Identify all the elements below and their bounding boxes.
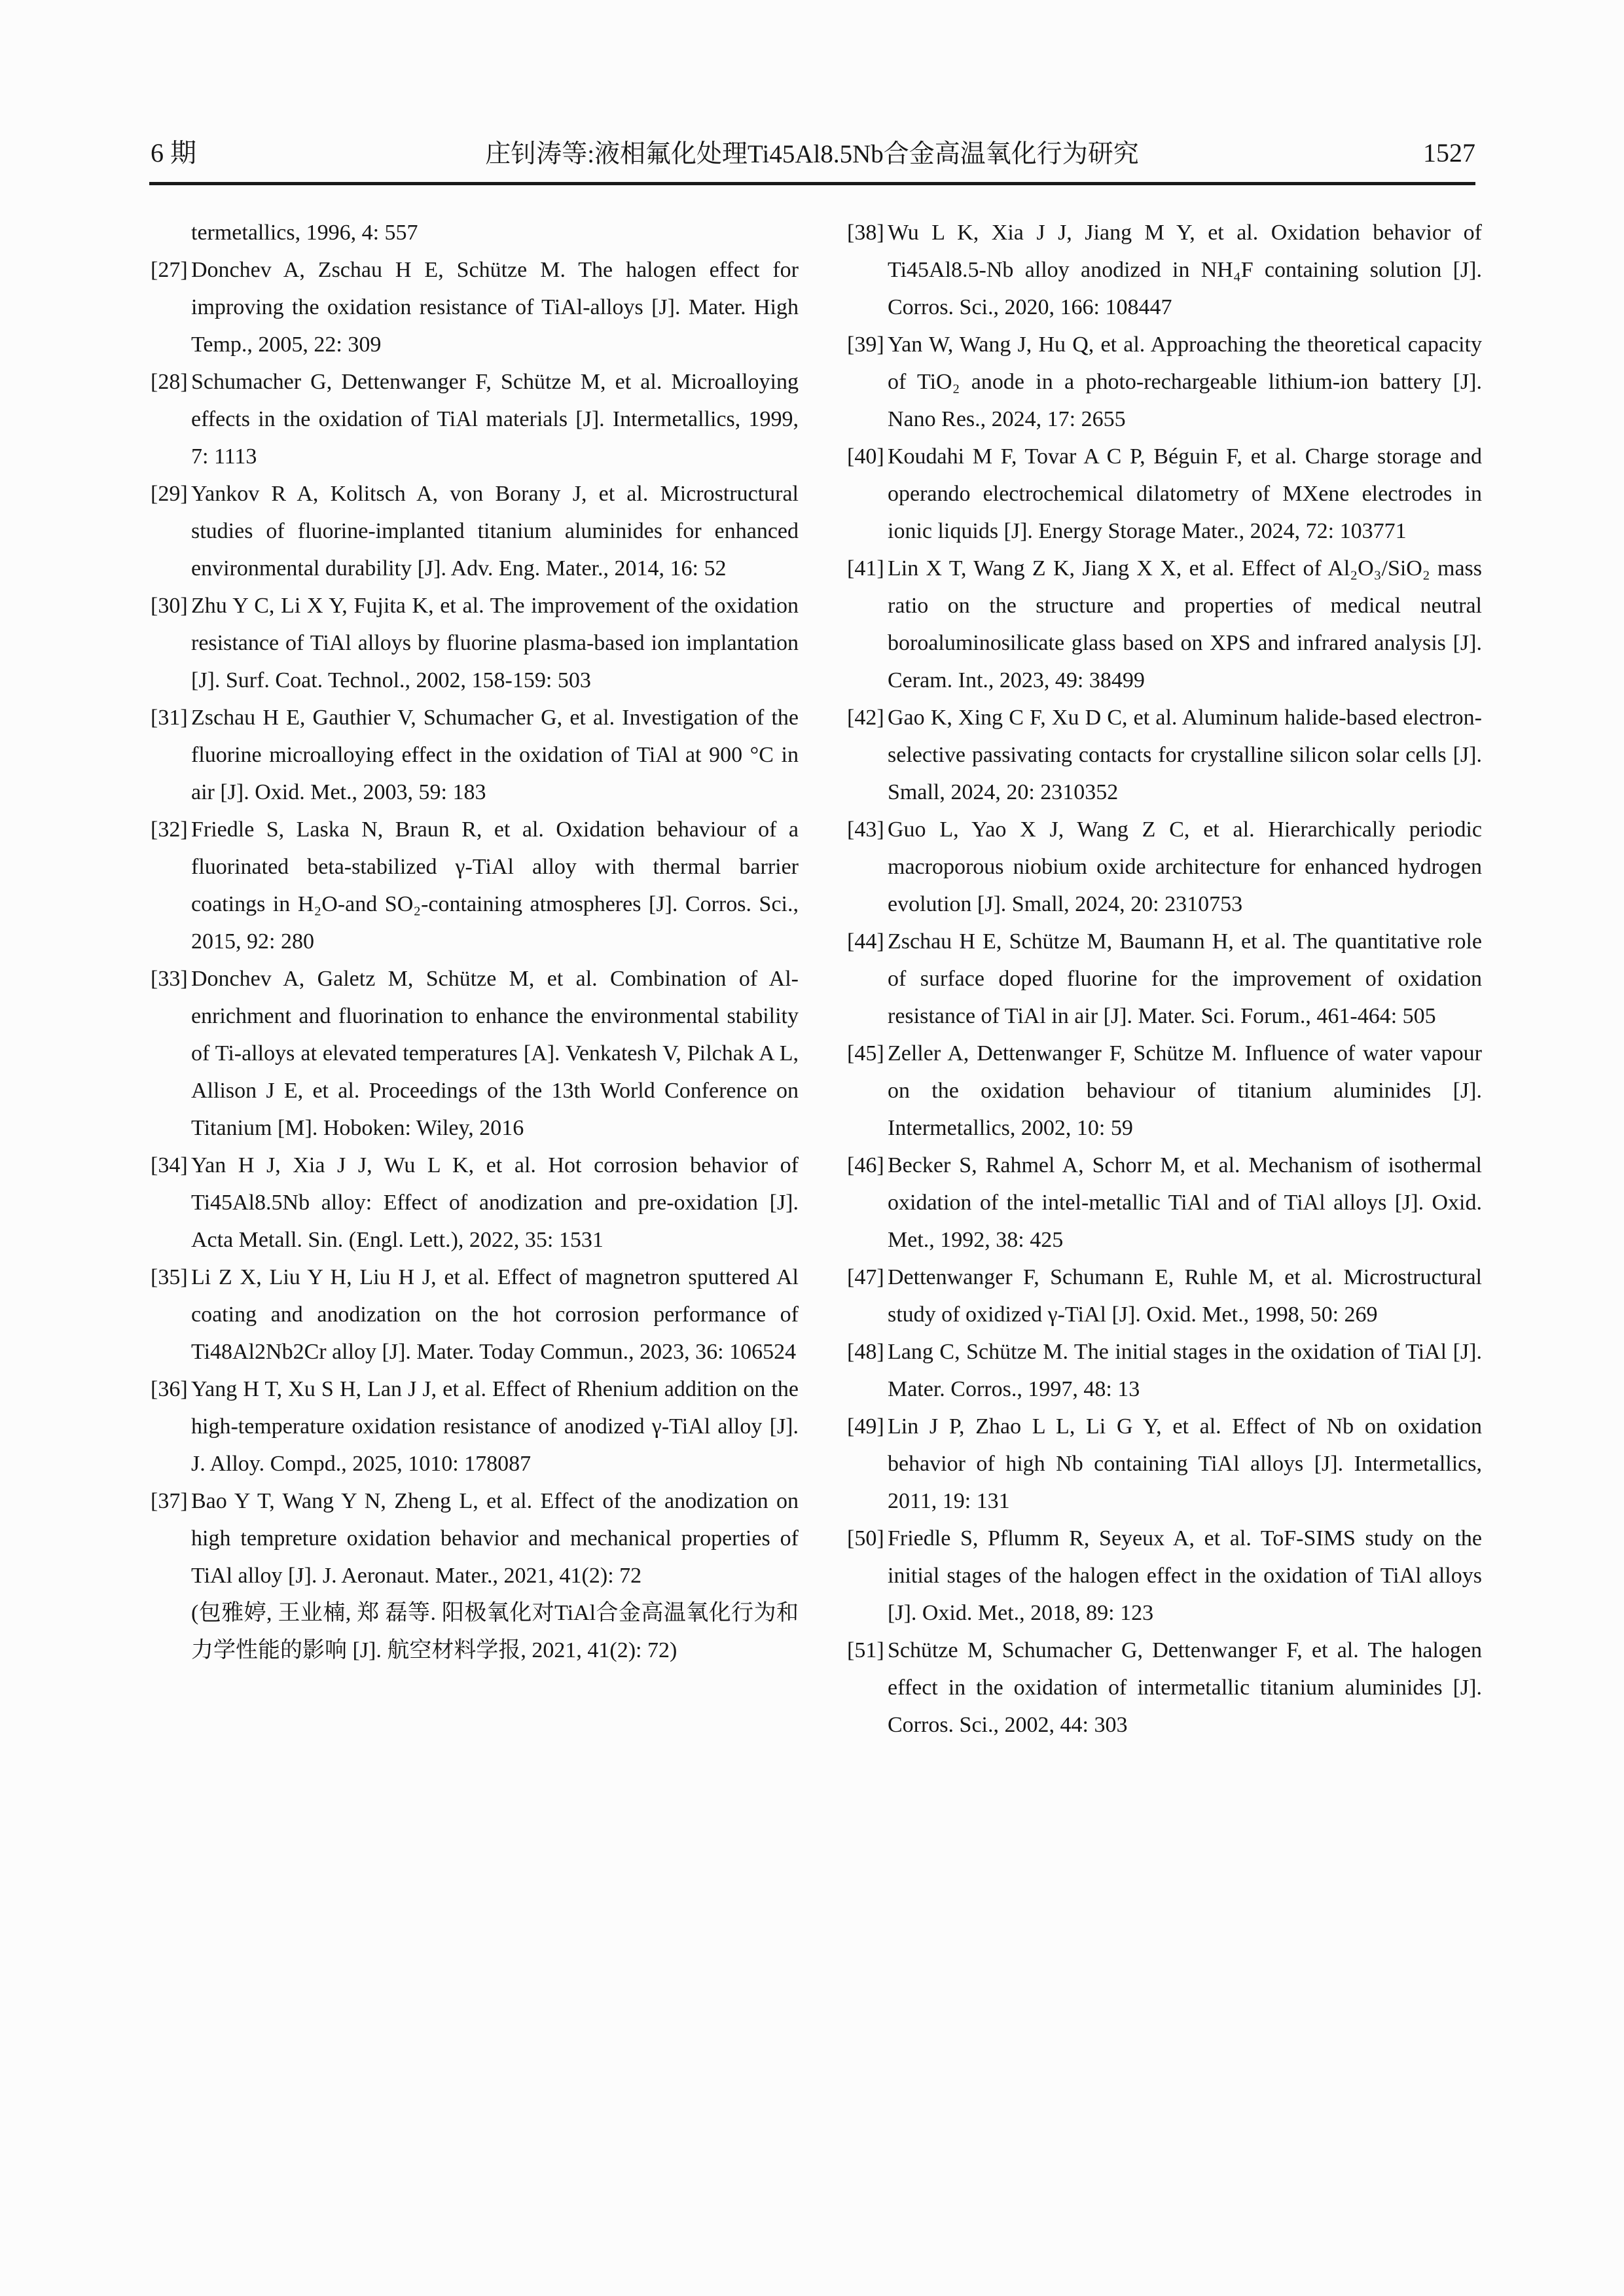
reference-text: Yankov R A, Kolitsch A, von Borany J, et al. Microstructural studies of fluorine-implanted titanium aluminides for enhanced environmental durability [J]. Adv. Eng. Mater., 2014, 16: 52 (191, 482, 799, 581)
reference-38 (847, 214, 1482, 326)
reference-label: [37] (151, 1489, 188, 1513)
reference-label: [51] (847, 1638, 884, 1662)
reference-32 (151, 811, 799, 960)
reference-label: [36] (151, 1377, 188, 1401)
reference-44 (847, 923, 1482, 1035)
reference-46 (847, 1147, 1482, 1259)
reference-39 (847, 326, 1482, 438)
references-column-left (151, 214, 799, 1669)
reference-31 (151, 699, 799, 811)
reference-label: [48] (847, 1340, 884, 1364)
reference-text: Yang H T, Xu S H, Lan J J, et al. Effect of Rhenium addition on the high-temperature oxidation resistance of anodized γ-TiAl alloy [J]. J. Alloy. Compd., 2025, 1010: 178087 (191, 1377, 799, 1476)
reference-text: Becker S, Rahmel A, Schorr M, et al. Mechanism of isothermal oxidation of the intel-metallic TiAl and of TiAl alloys [J]. Oxid. Met., 1992, 38: 425 (888, 1153, 1482, 1252)
reference-26-continuation (151, 214, 799, 251)
reference-43 (847, 811, 1482, 923)
reference-35 (151, 1259, 799, 1371)
reference-text: Donchev A, Zschau H E, Schütze M. The halogen effect for improving the oxidation resistance of TiAl-alloys [J]. Mater. High Temp., 2005, 22: 309 (191, 258, 799, 357)
reference-34 (151, 1147, 799, 1259)
issue-number: 6 期 (151, 138, 196, 168)
reference-text-chinese: (包雅婷, 王业楠, 郑 磊等. 阳极氧化对TiAl合金高温氧化行为和力学性能的影响 [J]. 航空材料学报, 2021, 41(2): 72) (191, 1601, 799, 1662)
reference-30 (151, 587, 799, 699)
reference-label: [46] (847, 1153, 884, 1177)
reference-label: [29] (151, 482, 188, 506)
reference-label: [34] (151, 1153, 188, 1177)
reference-text: Schütze M, Schumacher G, Dettenwanger F, et al. The halogen effect in the oxidation of intermetallic titanium aluminides [J]. Corros. Sci., 2002, 44: 303 (888, 1638, 1482, 1737)
reference-text: Guo L, Yao X J, Wang Z C, et al. Hierarchically periodic macroporous niobium oxide architecture for enhanced hydrogen evolution [J]. Small, 2024, 20: 2310753 (888, 817, 1482, 916)
reference-label: [47] (847, 1265, 884, 1289)
reference-label: [50] (847, 1526, 884, 1551)
reference-text: Dettenwanger F, Schumann E, Ruhle M, et al. Microstructural study of oxidized γ-TiAl [J]. Oxid. Met., 1998, 50: 269 (888, 1265, 1482, 1327)
reference-text: Wu L K, Xia J J, Jiang M Y, et al. Oxidation behavior of Ti45Al8.5-Nb alloy anodized in NH₄F containing solution [J]. Corros. Sci., 2020, 166: 108447 (888, 221, 1482, 319)
reference-label: [38] (847, 221, 884, 245)
reference-text: Koudahi M F, Tovar A C P, Béguin F, et al. Charge storage and operando electrochemical dilatometry of MXene electrodes in ionic liquids [J]. Energy Storage Mater., 2024, 72: 103771 (888, 444, 1482, 543)
reference-text: Yan W, Wang J, Hu Q, et al. Approaching the theoretical capacity of TiO₂ anode in a photo-rechargeable lithium-ion battery [J]. Nano Res., 2024, 17: 2655 (888, 332, 1482, 431)
reference-text: Bao Y T, Wang Y N, Zheng L, et al. Effect of the anodization on high tempreture oxidation behavior and mechanical properties of TiAl alloy [J]. J. Aeronaut. Mater., 2021, 41(2): 72 (191, 1489, 799, 1588)
reference-33 (151, 960, 799, 1147)
reference-label: [28] (151, 370, 188, 394)
reference-29 (151, 475, 799, 587)
reference-label: [32] (151, 817, 188, 842)
reference-text: termetallics, 1996, 4: 557 (191, 221, 418, 245)
reference-text: Li Z X, Liu Y H, Liu H J, et al. Effect of magnetron sputtered Al coating and anodization on the hot corrosion performance of Ti48Al2Nb2Cr alloy [J]. Mater. Today Commun., 2023, 36: 106524 (191, 1265, 799, 1364)
references-column-right (847, 214, 1482, 1744)
reference-label: [30] (151, 594, 188, 618)
reference-text: Lin J P, Zhao L L, Li G Y, et al. Effect of Nb on oxidation behavior of high Nb containing TiAl alloys [J]. Intermetallics, 2011, 19: 131 (888, 1414, 1482, 1513)
reference-text: Friedle S, Laska N, Braun R, et al. Oxidation behaviour of a fluorinated beta-stabilized γ-TiAl alloy with thermal barrier coatings in H₂O-and SO₂-containing atmospheres [J]. Corros. Sci., 2015, 92: 280 (191, 817, 799, 954)
reference-45 (847, 1035, 1482, 1147)
reference-text: Zhu Y C, Li X Y, Fujita K, et al. The improvement of the oxidation resistance of TiAl alloys by fluorine plasma-based ion implantation [J]. Surf. Coat. Technol., 2002, 158-159: 503 (191, 594, 799, 692)
reference-label: [31] (151, 706, 188, 730)
reference-36 (151, 1371, 799, 1482)
reference-label: [44] (847, 929, 884, 954)
reference-51 (847, 1632, 1482, 1744)
reference-48 (847, 1333, 1482, 1408)
reference-label: [39] (847, 332, 884, 357)
reference-label: [33] (151, 967, 188, 991)
reference-label: [27] (151, 258, 188, 282)
reference-27 (151, 251, 799, 363)
reference-text: Gao K, Xing C F, Xu D C, et al. Aluminum halide-based electron-selective passivating contacts for crystalline silicon solar cells [J]. Small, 2024, 20: 2310352 (888, 706, 1482, 804)
reference-text: Lin X T, Wang Z K, Jiang X X, et al. Effect of Al₂O₃/SiO₂ mass ratio on the structure and properties of medical neutral boroaluminosilicate glass based on XPS and infrared analysis [J]. Ceram. Int., 2023, 49: 38499 (888, 556, 1482, 692)
reference-label: [43] (847, 817, 884, 842)
reference-47 (847, 1259, 1482, 1333)
reference-text: Zschau H E, Schütze M, Baumann H, et al. The quantitative role of surface doped fluorine for the improvement of oxidation resistance of TiAl in air [J]. Mater. Sci. Forum., 461-464: 505 (888, 929, 1482, 1028)
reference-50 (847, 1520, 1482, 1632)
reference-label: [42] (847, 706, 884, 730)
reference-41 (847, 550, 1482, 699)
reference-text: Friedle S, Pflumm R, Seyeux A, et al. ToF-SIMS study on the initial stages of the halogen effect in the oxidation of TiAl alloys [J]. Oxid. Met., 2018, 89: 123 (888, 1526, 1482, 1625)
reference-text: Donchev A, Galetz M, Schütze M, et al. Combination of Al-enrichment and fluorination to enhance the environmental stability of Ti-alloys at elevated temperatures [A]. Venkatesh V, Pilchak A L, Allison J E, et al. Proceedings of the 13th World Conference on Titanium [M]. Hoboken: Wiley, 2016 (191, 967, 799, 1140)
reference-label: [45] (847, 1041, 884, 1066)
reference-text: Yan H J, Xia J J, Wu L K, et al. Hot corrosion behavior of Ti45Al8.5Nb alloy: Effect of anodization and pre-oxidation [J]. Acta Metall. Sin. (Engl. Lett.), 2022, 35: 1531 (191, 1153, 799, 1252)
reference-text: Schumacher G, Dettenwanger F, Schütze M, et al. Microalloying effects in the oxidation of TiAl materials [J]. Intermetallics, 1999, 7: 1113 (191, 370, 799, 469)
reference-text: Zeller A, Dettenwanger F, Schütze M. Influence of water vapour on the oxidation behaviour of titanium aluminides [J]. Intermetallics, 2002, 10: 59 (888, 1041, 1482, 1140)
running-title: 庄钊涛等:液相氟化处理Ti45Al8.5Nb合金高温氧化行为研究 (485, 140, 1139, 168)
reference-49 (847, 1408, 1482, 1520)
header-rule (149, 182, 1475, 185)
reference-label: [41] (847, 556, 884, 581)
reference-label: [35] (151, 1265, 188, 1289)
reference-42 (847, 699, 1482, 811)
reference-label: [40] (847, 444, 884, 469)
reference-37 (151, 1482, 799, 1669)
reference-label: [49] (847, 1414, 884, 1439)
page-number: 1527 (1423, 138, 1475, 168)
reference-text: Zschau H E, Gauthier V, Schumacher G, et al. Investigation of the fluorine microalloying effect in the oxidation of TiAl at 900 °C in air [J]. Oxid. Met., 2003, 59: 183 (191, 706, 799, 804)
reference-40 (847, 438, 1482, 550)
reference-text: Lang C, Schütze M. The initial stages in the oxidation of TiAl [J]. Mater. Corros., 1997, 48: 13 (888, 1340, 1482, 1401)
reference-28 (151, 363, 799, 475)
